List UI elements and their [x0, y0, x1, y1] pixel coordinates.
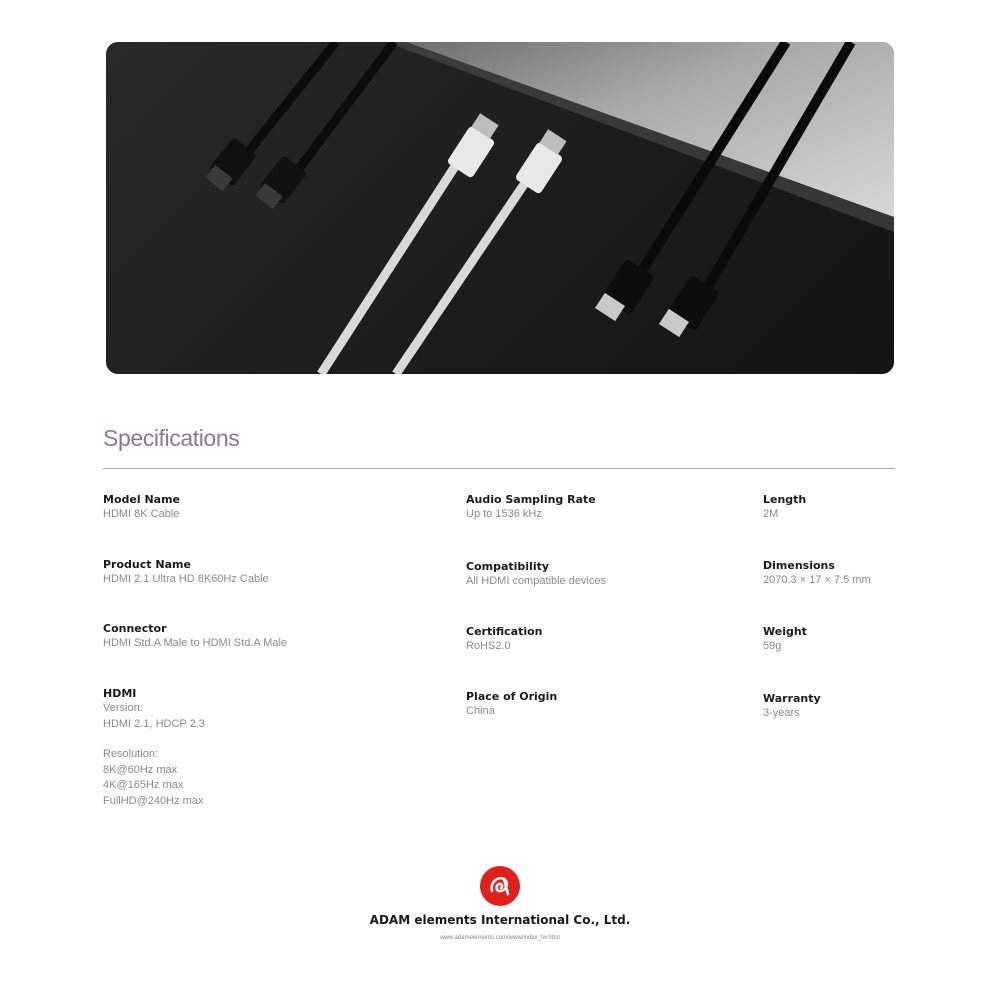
- spec-label: Connector: [103, 622, 167, 635]
- spec-value: 2M: [763, 508, 779, 520]
- spec-label: Product Name: [103, 558, 191, 571]
- spec-value: HDMI 8K Cable: [103, 508, 180, 520]
- spec-value: 59g: [763, 640, 782, 652]
- spec-compatibility: [466, 559, 606, 590]
- spec-product-name: [103, 557, 269, 588]
- spec-version-label: Version:: [103, 702, 143, 714]
- spec-warranty: [763, 691, 821, 722]
- spec-dimensions: [763, 558, 871, 589]
- spec-value: 2070.3 × 17 × 7.5 mm: [763, 574, 871, 586]
- spec-label: Dimensions: [763, 559, 835, 572]
- spec-label: Model Name: [103, 493, 180, 506]
- company-name: ADAM elements International Co., Ltd.: [369, 913, 631, 927]
- spec-certification: [466, 624, 543, 655]
- spec-value: Up to 1536 kHz: [466, 508, 542, 520]
- spec-label: Length: [763, 493, 807, 506]
- spec-value: 3-years: [763, 707, 800, 719]
- spec-resolution-item: 4K@165Hz max: [103, 779, 184, 791]
- hero-product-image: [106, 42, 894, 374]
- spec-value: China: [466, 705, 495, 717]
- spec-value: All HDMI compatible devices: [466, 575, 606, 587]
- spec-value: HDMI Std.A Male to HDMI Std.A Male: [103, 637, 288, 649]
- spec-label: Warranty: [763, 692, 821, 705]
- website-link[interactable]: www.adamelements.com/www/index_tw.html: [440, 935, 560, 941]
- spec-label: Compatibility: [466, 560, 550, 573]
- spec-resolution-item: FullHD@240Hz max: [103, 794, 204, 807]
- adam-elements-logo-icon: [480, 866, 520, 906]
- divider: [103, 468, 895, 469]
- spec-hdmi: [103, 686, 205, 809]
- spec-label: HDMI: [103, 687, 137, 700]
- spec-label: Audio Sampling Rate: [466, 493, 596, 506]
- spec-length: [763, 492, 806, 523]
- spec-model-name: [103, 492, 180, 523]
- spec-resolution-label: Resolution:: [103, 748, 159, 760]
- hdmi-cables-illustration: [106, 42, 894, 374]
- spec-audio-sampling-rate: [466, 492, 596, 523]
- spec-value: HDMI 2.1 Ultra HD 8K60Hz Cable: [103, 573, 269, 585]
- spec-place-of-origin: [466, 689, 557, 720]
- specifications-heading: Specifications: [103, 425, 240, 451]
- spec-connector: [103, 621, 287, 652]
- spec-value: RoHS2.0: [466, 640, 511, 652]
- spec-resolution-item: 8K@60Hz max: [103, 763, 178, 776]
- spec-label: Place of Origin: [466, 690, 558, 703]
- spec-weight: [763, 624, 807, 655]
- spec-version-value: HDMI 2.1, HDCP 2.3: [103, 717, 205, 730]
- spec-label: Certification: [466, 625, 543, 638]
- spec-label: Weight: [763, 625, 807, 638]
